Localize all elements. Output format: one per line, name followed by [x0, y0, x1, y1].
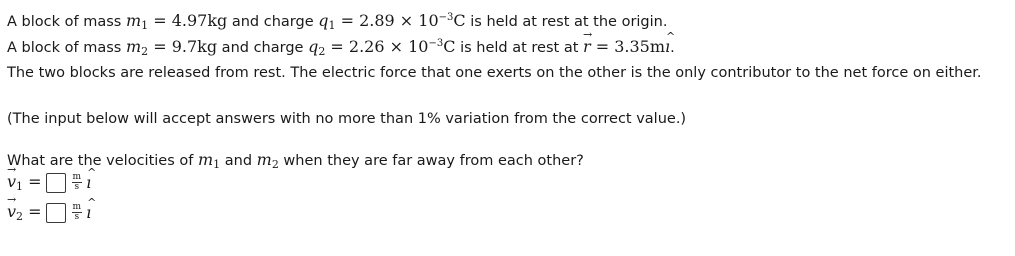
- q2-subscript: 2: [318, 45, 326, 58]
- problem-line-1: [7, 11, 667, 32]
- v2-unit-num: m: [72, 202, 82, 212]
- m2-value: = 9.7kg: [148, 37, 218, 56]
- q1-subscript: 1: [328, 19, 336, 32]
- m1-symbol: m: [125, 11, 142, 30]
- position-expression: [583, 37, 670, 56]
- question-m2-subscript: 2: [271, 158, 279, 171]
- question-m2: [257, 150, 279, 169]
- problem-line-2: [7, 37, 675, 58]
- tolerance-note: (The input below will accept answers with no more than 1% variation from the correct value.): [7, 111, 687, 127]
- problem-line-3: The two blocks are released from rest. The electric force that one exerts on the other is the only contributor to the net force on either.: [7, 65, 982, 81]
- line1-pre: A block of mass: [7, 14, 126, 30]
- v2-subscript: 2: [16, 210, 24, 223]
- mass2-expression: [126, 37, 217, 56]
- v2-label: [7, 202, 42, 223]
- i-hat-symbol: ^ ı: [665, 37, 670, 56]
- v1-unit-num: m: [72, 172, 82, 182]
- q2-symbol: q: [308, 37, 319, 56]
- charge2-expression: [308, 37, 455, 56]
- q1-value: = 2.89 × 10: [335, 11, 439, 30]
- m1-subscript: 1: [141, 19, 149, 32]
- m2-symbol: m: [125, 37, 142, 56]
- mass1-expression: [126, 11, 227, 30]
- v1-equals: =: [23, 172, 42, 191]
- charge1-expression: [318, 11, 465, 30]
- q2-exponent: −3: [428, 38, 444, 49]
- line2-mid: and charge: [217, 40, 309, 56]
- line2-post: is held at rest at: [455, 40, 583, 56]
- v1-symbol: → v: [7, 172, 16, 191]
- v2-answer-input[interactable]: [46, 203, 66, 223]
- v2-equals: =: [23, 202, 42, 221]
- m2-subscript: 2: [141, 45, 149, 58]
- r-value: = 3.35m: [590, 37, 666, 56]
- r-vector-symbol: → r: [583, 37, 591, 56]
- v1-i-hat: ^ ı: [86, 173, 91, 192]
- question-mid: and: [220, 153, 257, 169]
- q1-exponent: −3: [438, 12, 454, 23]
- v1-unit-fraction: [72, 173, 83, 192]
- question-pre: What are the velocities of: [7, 153, 198, 169]
- q2-unit: C: [443, 37, 456, 56]
- v1-subscript: 1: [16, 180, 24, 193]
- v2-symbol: → v: [7, 202, 16, 221]
- line2-pre: A block of mass: [7, 40, 126, 56]
- q2-value: = 2.26 × 10: [325, 37, 429, 56]
- question-m2-symbol: m: [256, 150, 272, 169]
- v1-unit-den: s: [74, 182, 80, 192]
- question-post: when they are far away from each other?: [278, 153, 584, 169]
- question-m1: [198, 150, 220, 169]
- v1-answer-input[interactable]: [46, 173, 66, 193]
- answer-row-v1: [7, 172, 91, 193]
- v1-label: [7, 172, 42, 193]
- v2-unit-fraction: [72, 203, 83, 222]
- line2-end: .: [670, 40, 675, 56]
- v2-i-hat: ^ ı: [86, 203, 91, 222]
- line1-mid: and charge: [227, 14, 319, 30]
- question-m1-subscript: 1: [213, 158, 221, 171]
- line1-post: is held at rest at the origin.: [465, 14, 668, 30]
- v2-unit-den: s: [74, 212, 80, 222]
- question-m1-symbol: m: [197, 150, 214, 169]
- q1-unit: C: [453, 11, 466, 30]
- m1-value: = 4.97kg: [148, 11, 228, 30]
- q1-symbol: q: [318, 11, 329, 30]
- answer-row-v2: [7, 202, 91, 223]
